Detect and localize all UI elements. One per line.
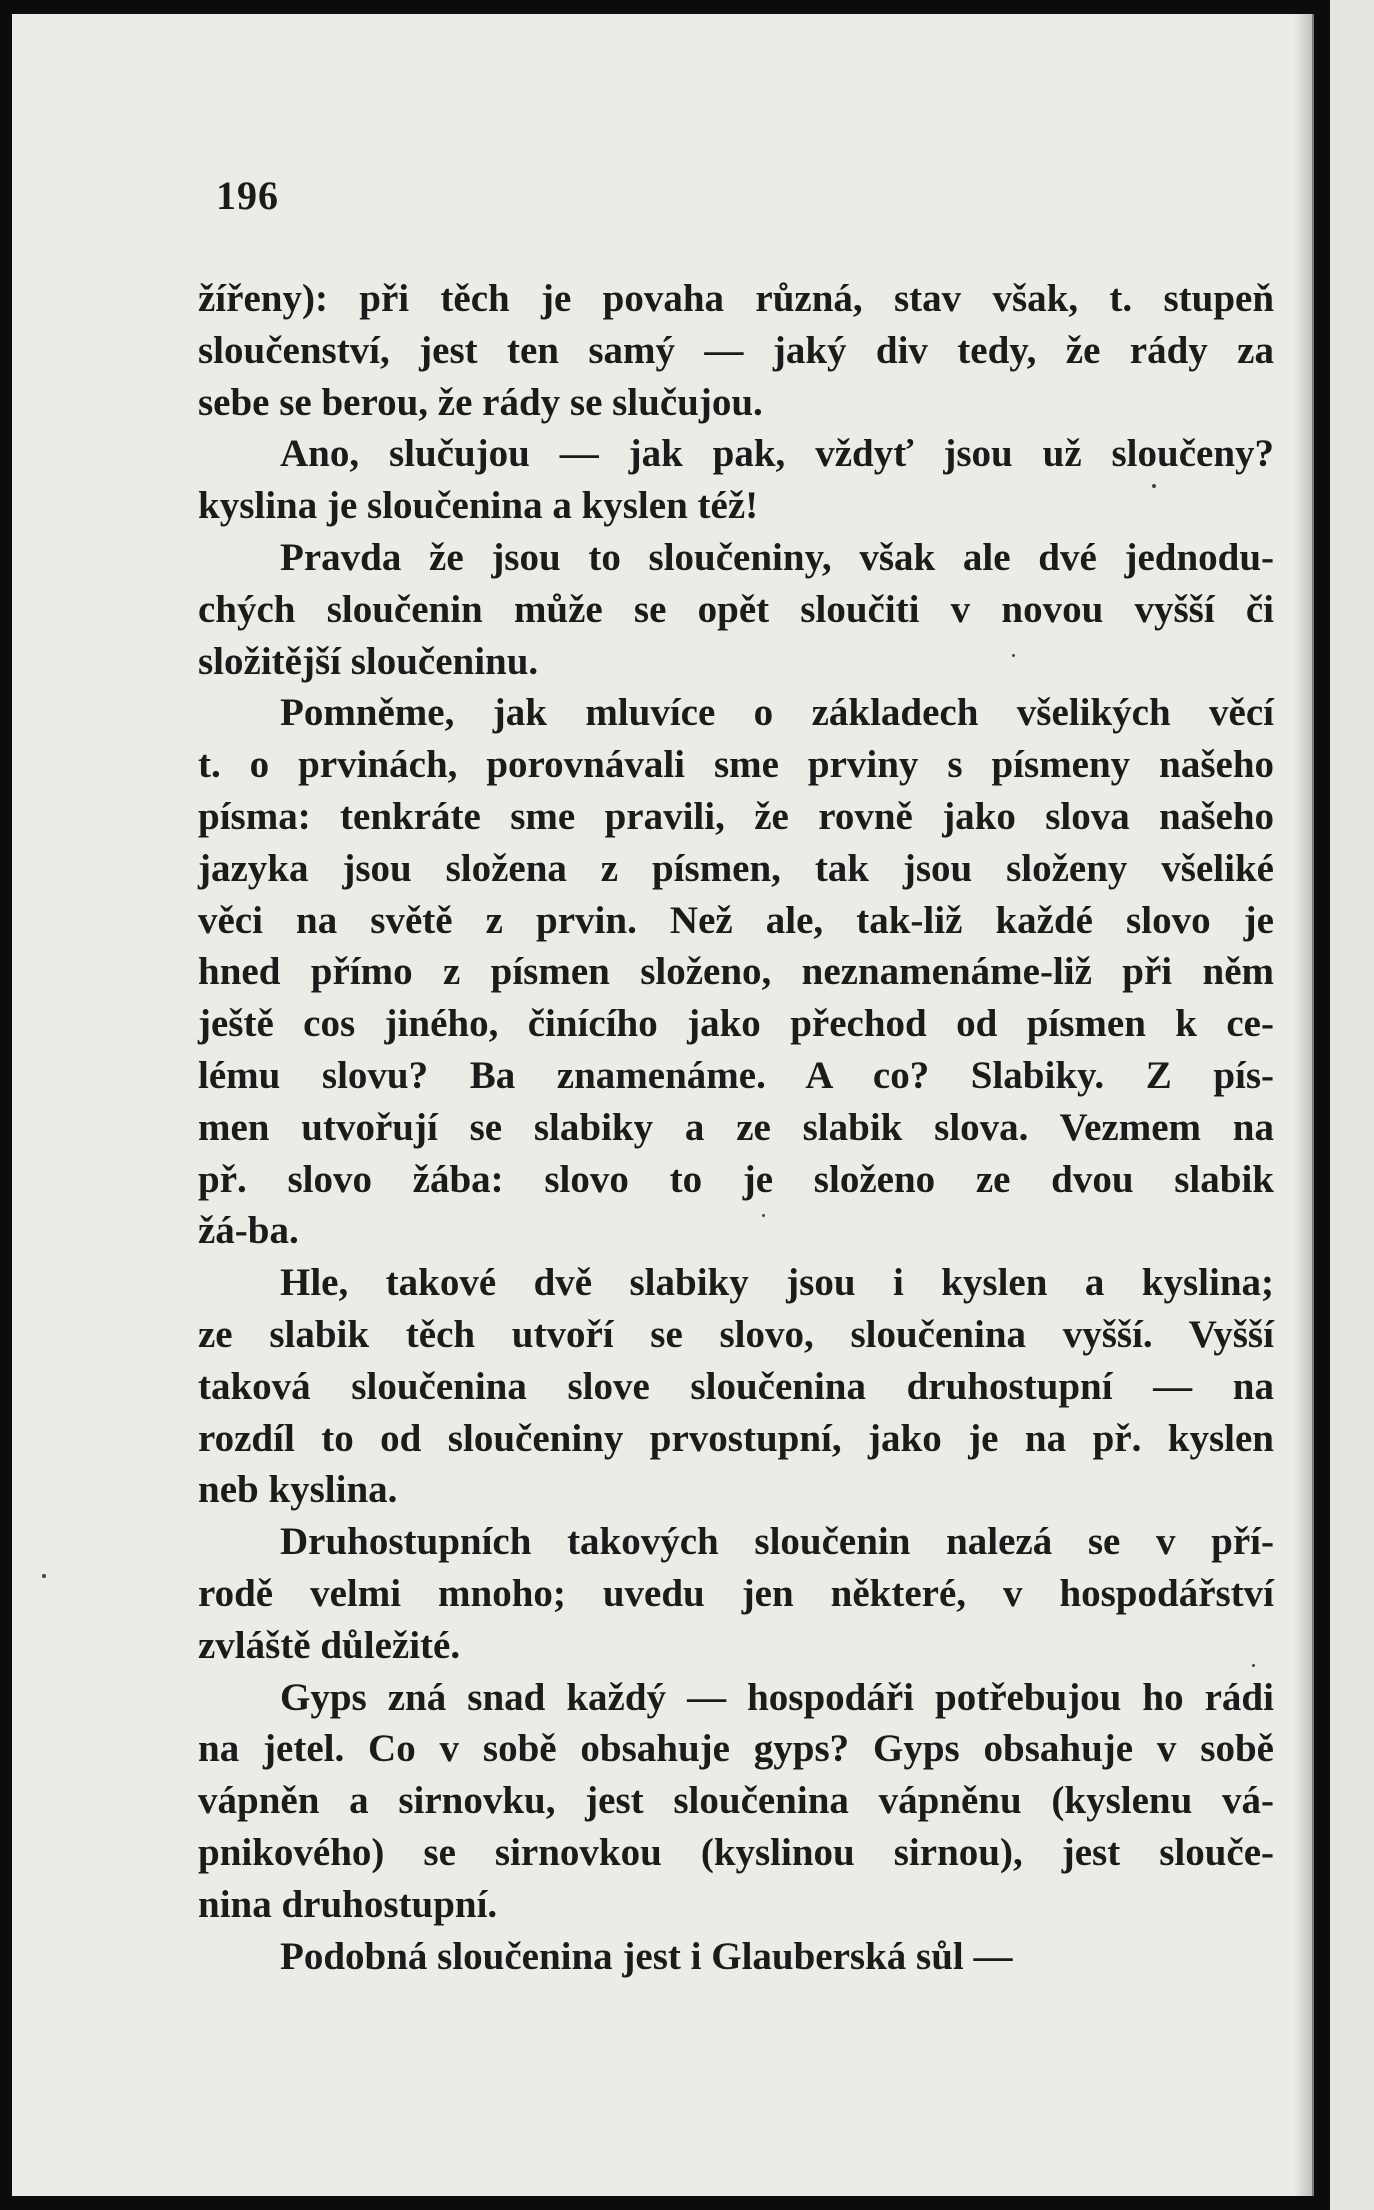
text-line: rozdíl to od sloučeniny prvostupní, jako je na př. kyslen	[198, 1416, 1274, 1460]
text-line: složitější sloučeninu.	[198, 639, 539, 683]
text-line: sloučenství, jest ten samý — jaký div tedy, že rády za	[198, 328, 1274, 372]
adjacent-page-edge	[1330, 0, 1374, 2210]
text-line: zvláště důležité.	[198, 1623, 461, 1667]
text-line: žá-ba.	[198, 1209, 299, 1253]
text-line: sebe se berou, že rády se slučujou.	[198, 380, 763, 424]
text-line: nina druhostupní.	[198, 1882, 498, 1926]
text-line: Druhostupních takových sloučenin nalezá se v pří-	[280, 1520, 1274, 1564]
text-line: vápněn a sirnovku, jest sloučenina vápněnu (kyslenu vá-	[198, 1779, 1274, 1823]
text-line: jazyka jsou složena z písmen, tak jsou složeny všeliké	[198, 846, 1274, 890]
print-speck	[42, 1574, 46, 1578]
body-text	[12, 14, 1312, 2196]
text-line: Ano, slučujou — jak pak, vždyť jsou už sloučeny?	[280, 432, 1275, 476]
print-speck	[762, 1214, 765, 1217]
text-line: chých sloučenin může se opět sloučiti v novou vyšší či	[198, 587, 1274, 631]
text-line: ještě cos jiného, činícího jako přechod od písmen k ce-	[198, 1002, 1274, 1046]
print-speck	[1252, 1664, 1255, 1667]
text-line: pnikového) se sirnovkou (kyslinou sirnou), jest slouče-	[198, 1831, 1275, 1874]
text-line: ze slabik těch utvoří se slovo, sloučenina vyšší. Vyšší	[198, 1313, 1274, 1356]
text-line: Pomněme, jak mluvíce o základech všelikých věcí	[280, 691, 1274, 735]
text-line: na jetel. Co v sobě obsahuje gyps? Gyps obsahuje v sobě	[198, 1727, 1274, 1771]
print-speck	[1012, 654, 1015, 657]
text-line: žířeny): při těch je povaha různá, stav však, t. stupeň	[198, 277, 1275, 320]
page-paper	[12, 14, 1314, 2196]
text-line: hned přímo z písmen složeno, neznamenáme-liž při něm	[198, 950, 1275, 994]
text-line: př. slovo žába: slovo to je složeno ze dvou slabik	[198, 1157, 1274, 1201]
text-line: men utvořují se slabiky a ze slabik slova. Vezmem na	[198, 1105, 1274, 1149]
page-number: 196	[216, 173, 279, 218]
text-line: Hle, takové dvě slabiky jsou i kyslen a kyslina;	[280, 1261, 1274, 1305]
text-line: t. o prvinách, porovnávali sme prviny s písmeny našeho	[198, 743, 1275, 787]
print-speck	[1152, 484, 1156, 488]
text-line: rodě velmi mnoho; uvedu jen některé, v hospodářství	[198, 1572, 1274, 1615]
text-line: Podobná sloučenina jest i Glauberská sůl —	[280, 1934, 1013, 1978]
text-line: věci na světě z prvin. Než ale, tak-liž každé slovo je	[198, 898, 1274, 942]
text-line: kyslina je sloučenina a kyslen též!	[198, 484, 759, 528]
text-line: taková sloučenina slove sloučenina druhostupní — na	[198, 1364, 1274, 1408]
text-line: Gyps zná snad každý — hospodáři potřebujou ho rádi	[280, 1675, 1274, 1719]
text-line: Pravda že jsou to sloučeniny, však ale dvé jednodu-	[280, 536, 1274, 579]
text-line: lému slovu? Ba znamenáme. A co? Slabiky. Z pís-	[198, 1054, 1275, 1097]
text-line: neb kyslina.	[198, 1468, 398, 1512]
text-line: písma: tenkráte sme pravili, že rovně jako slova našeho	[198, 795, 1275, 838]
